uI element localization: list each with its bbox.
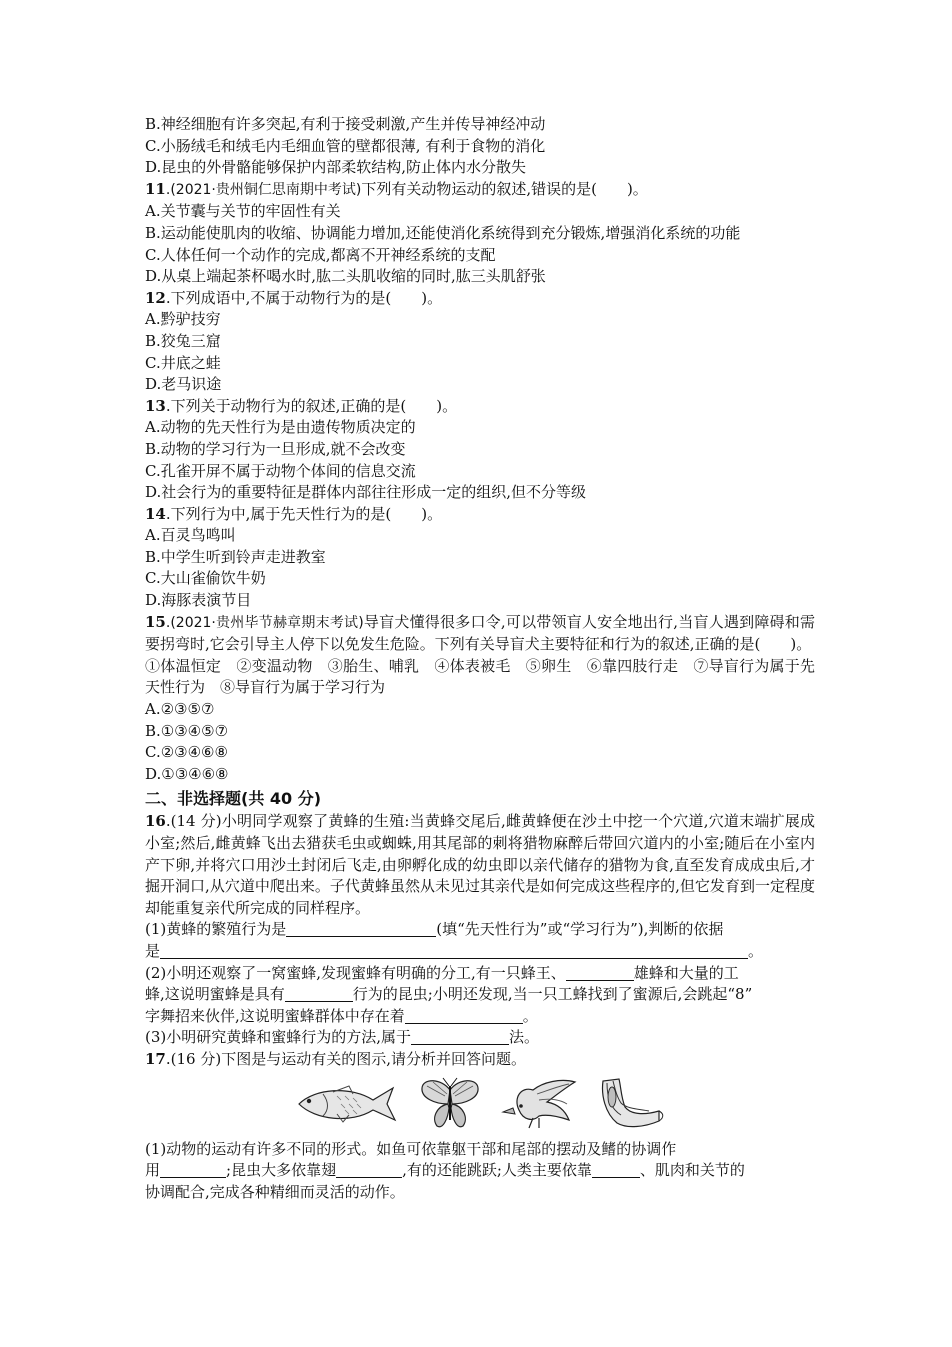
q16-p2-text-f: 。 [522, 1006, 538, 1025]
q11-option-c: C.人体任何一个动作的完成,都离不开神经系统的支配 [145, 245, 496, 264]
q17-p1-text-c: ;昆虫大多依靠翅 [226, 1161, 337, 1180]
q16-part3 [145, 1027, 815, 1049]
q12-stem [145, 288, 815, 310]
q17-text: .(16 分)下图是与运动有关的图示,请分析并回答问题。 [165, 1049, 526, 1068]
q17-blank-1[interactable] [160, 1162, 226, 1178]
q16-p1-text-c: 是 [145, 941, 161, 960]
q13-stem [145, 396, 815, 418]
q17-part1-line2 [145, 1160, 815, 1182]
q15-stem [145, 612, 815, 656]
q11-stem [145, 179, 815, 202]
q16-p2-text-d: 行为的昆虫;小明还发现,当一只工蜂找到了蜜源后,会跳起“8” [352, 985, 753, 1004]
q14-text: .下列行为中,属于先天性行为的是( )。 [165, 504, 443, 523]
exam-page [145, 114, 815, 1203]
q16-p2-text-b: 雄蜂和大量的工 [633, 963, 739, 982]
q11-text: 下列有关动物运动的叙述,错误的是( )。 [361, 179, 648, 198]
q13-text: .下列关于动物行为的叙述,正确的是( )。 [165, 396, 458, 415]
q10-option-b: B.神经细胞有许多突起,有利于接受刺激,产生并传导神经冲动 [145, 115, 546, 133]
q16-p2-text-a: (2)小明还观察了一窝蜜蜂,发现蜜蜂有明确的分工,有一只蜂王、 [145, 963, 566, 982]
q14-option-c: C.大山雀偷饮牛奶 [145, 569, 266, 588]
q10-option-d: D.昆虫的外骨骼能够保护内部柔软结构,防止体内水分散失 [145, 158, 527, 177]
q17-figure-row [145, 1075, 815, 1133]
bird-icon [499, 1076, 579, 1132]
q11-option-b: B.运动能使肌肉的收缩、协调能力增加,还能使消化系统得到充分锻炼,增强消化系统的功能 [145, 223, 741, 242]
q16-p2-text-c: 蜂,这说明蜜蜂是具有 [145, 985, 285, 1004]
q11-option-d: D.从桌上端起茶杯喝水时,肱二头肌收缩的同时,肱三头肌舒张 [145, 267, 546, 286]
q14-number: 14 [145, 504, 166, 523]
q12-number: 12 [145, 288, 166, 307]
q17-p1-text-e: 、肌肉和关节的 [639, 1161, 745, 1180]
q16-blank-1[interactable] [286, 921, 436, 937]
q16-blank-3[interactable] [566, 965, 634, 981]
q16-p1-text-b: (填“先天性行为”或“学习行为”),判断的依据 [436, 920, 724, 939]
q16-part2-line2 [145, 984, 815, 1006]
q11-option-a: A.关节囊与关节的牢固性有关 [145, 202, 341, 221]
q17-p1-text-d: ,有的还能跳跃;人类主要依靠 [402, 1161, 592, 1180]
q10-option-c: C.小肠绒毛和绒毛内毛细血管的壁都很薄, 有利于食物的消化 [145, 136, 546, 155]
q17-stem [145, 1049, 815, 1071]
q13-option-a: A.动物的先天性行为是由遗传物质决定的 [145, 418, 416, 437]
q14-option-b: B.中学生听到铃声走进教室 [145, 547, 326, 566]
q16-blank-6[interactable] [411, 1029, 509, 1045]
q17-p1-text-b: 用 [145, 1161, 161, 1180]
q15-items: ①体温恒定 ②变温动物 ③胎生、哺乳 ④体表被毛 ⑤卵生 ⑥靠四肢行走 ⑦导盲行为属于先天性行为 ⑧导盲行为属于学习行为 [145, 656, 815, 697]
arm-muscle-icon [597, 1075, 667, 1133]
q12-option-d: D.老马识途 [145, 375, 222, 394]
q11-number: 11 [145, 179, 166, 198]
q12-option-a: A.黔驴技穷 [145, 310, 221, 329]
q16-number: 16 [145, 812, 166, 831]
q16-part1-line1 [145, 919, 815, 941]
q13-number: 13 [145, 396, 166, 415]
q11-source: .(2021·贵州铜仁思南期中考试) [165, 181, 362, 198]
q16-part1-line2 [145, 941, 815, 963]
q13-option-d: D.社会行为的重要特征是群体内部往往形成一定的组织,但不分等级 [145, 483, 587, 502]
q13-option-b: B.动物的学习行为一旦形成,就不会改变 [145, 439, 406, 458]
q16-part2-line1 [145, 963, 815, 985]
q16-p3-text-b: 法。 [509, 1028, 540, 1047]
q17-part1-line3: 协调配合,完成各种精细而灵活的动作。 [145, 1182, 405, 1201]
q12-text: .下列成语中,不属于动物行为的是( )。 [165, 288, 443, 307]
q16-p2-text-e: 字舞招来伙伴,这说明蜜蜂群体中存在着 [145, 1006, 405, 1025]
q14-stem [145, 504, 815, 526]
q16-p1-text-d: 。 [748, 941, 764, 960]
q14-option-d: D.海豚表演节目 [145, 591, 252, 610]
q16-blank-4[interactable] [285, 986, 353, 1002]
q16-part2-line3 [145, 1006, 815, 1028]
section-heading: 二、非选择题(共 40 分) [145, 789, 322, 809]
q15-source: .(2021·贵州毕节赫章期末考试) [165, 614, 364, 631]
butterfly-icon [419, 1076, 481, 1132]
q15-text: 导盲犬懂得很多口令,可以带领盲人安全地出行,当盲人遇到障碍和需要拐弯时,它会引导主人停下以免发生危险。下列有关导盲犬主要特征和行为的叙述,正确的是( )。 [145, 612, 815, 654]
q15-option-d: D.①③④⑥⑧ [145, 764, 229, 783]
q17-blank-2[interactable] [336, 1162, 402, 1178]
q12-option-b: B.狡兔三窟 [145, 331, 221, 350]
q16-blank-5[interactable] [405, 1008, 523, 1024]
q15-option-c: C.②③④⑥⑧ [145, 743, 228, 762]
q17-part1-line1: (1)动物的运动有许多不同的形式。如鱼可依靠躯干部和尾部的摆动及鳍的协调作 [145, 1139, 677, 1158]
fish-icon [293, 1082, 401, 1126]
q15-option-b: B.①③④⑤⑦ [145, 721, 229, 740]
q17-blank-3[interactable] [592, 1162, 640, 1178]
q16-p1-text-a: (1)黄蜂的繁殖行为是 [145, 920, 287, 939]
q15-option-a: A.②③⑤⑦ [145, 700, 215, 719]
q16-intro [145, 811, 815, 919]
q16-p3-text-a: (3)小明研究黄蜂和蜜蜂行为的方法,属于 [145, 1028, 412, 1047]
q15-number: 15 [145, 612, 166, 631]
q16-blank-2[interactable] [160, 943, 748, 959]
q13-option-c: C.孔雀开屏不属于动物个体间的信息交流 [145, 461, 416, 480]
q16-text: .(14 分)小明同学观察了黄蜂的生殖:当黄蜂交尾后,雌黄蜂便在沙土中挖一个穴道,穴道末端扩展成小室;然后,雌黄蜂飞出去猎获毛虫或蜘蛛,用其尾部的刺将猎物麻醉后带回穴道内的小室;随后在小室内产下卵,并将穴口用沙土封闭后飞走,由卵孵化成的幼虫即以亲代储存的猎物为食,直至发育成成虫后,才掘开洞口,从穴道中爬出来。子代黄蜂虽然从未见过其亲代是如何完成这些程序的,但它发育到一定程度却能重复亲代所完成的同样程序。 [145, 812, 815, 917]
q14-option-a: A.百灵鸟鸣叫 [145, 526, 236, 545]
q17-number: 17 [145, 1049, 166, 1068]
q12-option-c: C.井底之蛙 [145, 353, 221, 372]
